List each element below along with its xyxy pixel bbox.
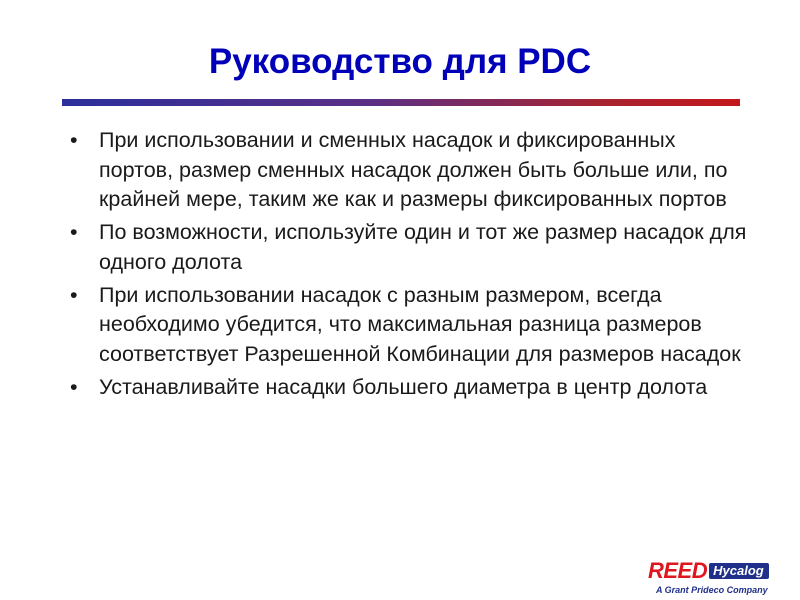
bullet-icon: • (70, 128, 78, 152)
bullet-icon: • (70, 220, 78, 244)
logo-hycalog-text: Hycalog (709, 563, 769, 579)
bullet-text: При использовании и сменных насадок и фиксированных портов, размер сменных насадок должен быть больше или, по крайней мере, таким же как и размеры фиксированных портов (99, 128, 728, 211)
bullet-icon: • (70, 282, 78, 307)
bullet-text: При использовании насадок с разным размером, всегда необходимо убедится, что максимальная разница размеров соответствует Разрешенной Комбинации для размеров насадок (99, 282, 741, 366)
title-divider (62, 99, 740, 106)
logo-wordmark (648, 560, 798, 582)
bullet-item-2 (70, 218, 750, 277)
logo-reed-text: REED (648, 558, 708, 583)
bullet-text: По возможности, используйте один и тот же размер насадок для одного долота (99, 220, 747, 274)
bullet-text: Устанавливайте насадки большего диаметра в центр долота (99, 374, 708, 399)
bullet-icon: • (70, 374, 78, 399)
slide-title: Руководство для PDC (208, 42, 592, 81)
bullet-item-3 (70, 281, 750, 370)
bullet-item-4 (70, 373, 750, 403)
bullet-item-1 (70, 126, 750, 215)
reed-hycalog-logo (648, 560, 798, 598)
logo-tagline: A Grant Prideco Company (656, 585, 768, 595)
bullet-list (70, 126, 750, 406)
